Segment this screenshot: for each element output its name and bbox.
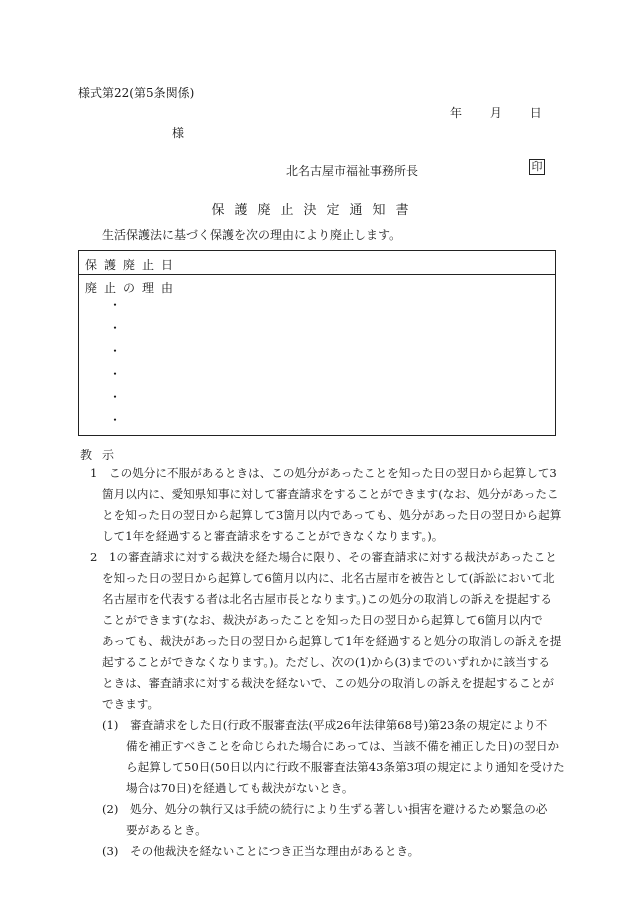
discontinuation-date-row bbox=[79, 251, 555, 275]
notice-line: 箇月以内に、愛知県知事に対して審査請求をすることができます(なお、処分があったこ bbox=[102, 487, 559, 501]
notice-line: ら起算して50日(50日以内に行政不服審査法第43条第3項の規定により通知を受けた bbox=[126, 760, 565, 774]
notice-line: とを知った日の翌日から起算して3箇月以内であっても、処分があった日の翌日から起算 bbox=[102, 508, 562, 522]
intro-text: 生活保護法に基づく保護を次の理由により廃止します。 bbox=[102, 228, 402, 242]
notice-line: 2 1の審査請求に対する裁決を経た場合に限り、その審査請求に対する裁決があったこと bbox=[90, 550, 557, 564]
reason-bullet: ・ bbox=[109, 344, 122, 358]
reason-bullet: ・ bbox=[109, 367, 122, 381]
notice-line: (1) 審査請求をした日(行政不服審査法(平成26年法律第68号)第23条の規定により不 bbox=[102, 718, 548, 732]
reason-bullet: ・ bbox=[109, 390, 122, 404]
reason-bullet: ・ bbox=[109, 298, 122, 312]
notice-line: 起することができなくなります。)。ただし、次の(1)から(3)までのいずれかに該当する bbox=[102, 655, 551, 669]
seal-mark: 印 bbox=[529, 159, 545, 175]
addressee-suffix: 様 bbox=[172, 126, 185, 140]
notice-line: ことができます(なお、裁決があったことを知った日の翌日から起算して6箇月以内で bbox=[102, 613, 543, 627]
date-day: 日 bbox=[529, 106, 542, 120]
notice-line: 名古屋市を代表する者は北名古屋市長となります。)この処分の取消しの訴えを提起する bbox=[102, 592, 552, 606]
date-month: 月 bbox=[489, 106, 502, 120]
notice-line: して1年を経過すると審査請求をすることができなくなります。)。 bbox=[102, 529, 444, 543]
notice-line: ときは、審査請求に対する裁決を経ないで、この処分の取消しの訴えを提起することが bbox=[102, 676, 554, 690]
reason-bullet: ・ bbox=[109, 321, 122, 335]
decision-table bbox=[78, 250, 556, 436]
notice-line: (2) 処分、処分の執行又は手続の続行により生ずる著しい損害を避けるため緊急の必 bbox=[102, 802, 548, 816]
notice-line: できます。 bbox=[102, 697, 160, 711]
reason-label: 廃止の理由 bbox=[85, 281, 181, 295]
discontinuation-date-label: 保護廃止日 bbox=[85, 258, 181, 272]
document-title: 保護廃止決定通知書 bbox=[211, 203, 419, 218]
date-line bbox=[450, 104, 542, 121]
notice-line: (3) その他裁決を経ないことにつき正当な理由があるとき。 bbox=[102, 844, 420, 858]
issuer-name: 北名古屋市福祉事務所長 bbox=[286, 164, 419, 178]
notice-line: 場合は70日)を経過しても裁決がないとき。 bbox=[126, 781, 354, 795]
date-year: 年 bbox=[450, 106, 463, 120]
form-number: 様式第22(第5条関係) bbox=[78, 86, 195, 100]
notice-line: 1 この処分に不服があるときは、この処分があったことを知った日の翌日から起算して3 bbox=[90, 466, 557, 480]
reason-bullet: ・ bbox=[109, 413, 122, 427]
notice-line: 備を補正すべきことを命じられた場合にあっては、当該不備を補正した日)の翌日か bbox=[126, 739, 560, 753]
notice-heading: 教示 bbox=[80, 448, 125, 462]
notice-line: 要があるとき。 bbox=[126, 823, 207, 837]
notice-line: あっても、裁決があった日の翌日から起算して1年を経過すると処分の取消しの訴えを提 bbox=[102, 634, 562, 648]
notice-line: を知った日の翌日から起算して6箇月以内に、北名古屋市を被告として(訴訟において北 bbox=[102, 571, 555, 585]
